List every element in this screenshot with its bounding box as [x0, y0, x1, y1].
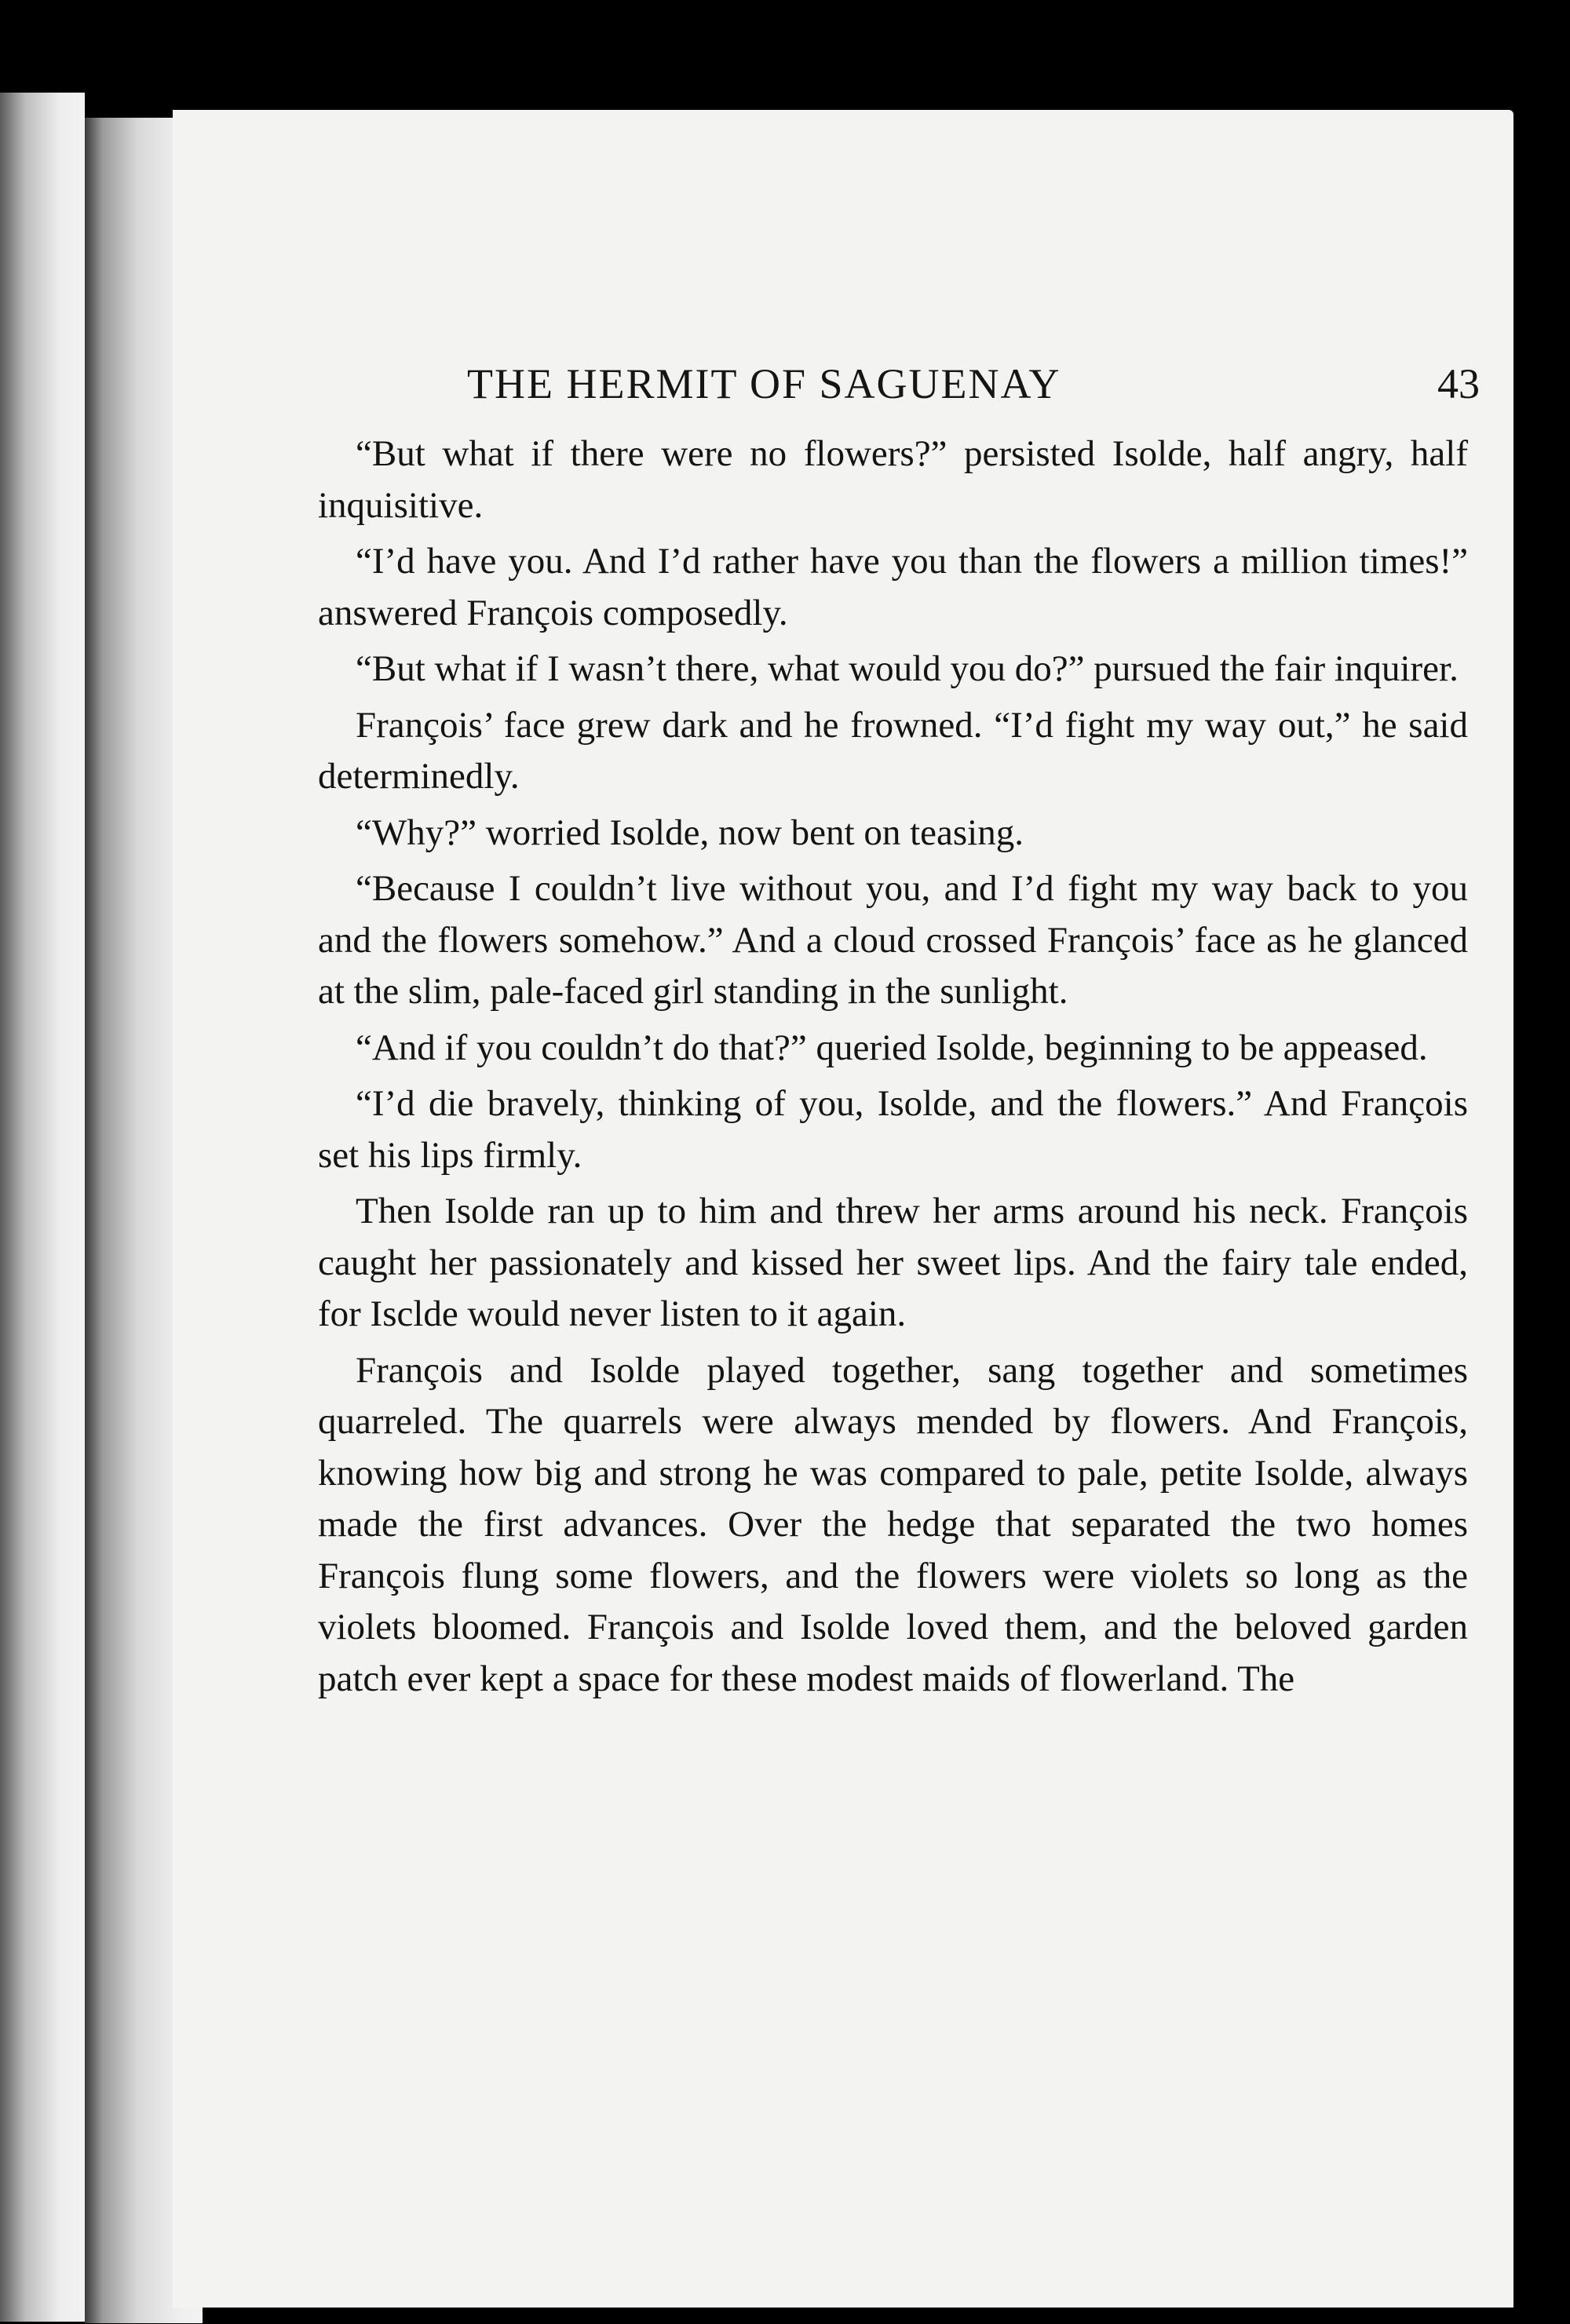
book-page	[173, 110, 1513, 2308]
paragraph: “Because I couldn’t live without you, and I’d fight my way back to you and the flowers somehow.” And a cloud crossed François’ face as he glanced at the slim, pale-faced girl standing in the sunlight.	[318, 868, 1468, 1012]
running-title: THE HERMIT OF SAGUENAY	[467, 360, 1061, 407]
paragraph: “I’d have you. And I’d rather have you than the flowers a million times!” answered François composedly.	[318, 541, 1468, 633]
paragraph: François and Isolde played together, sang together and sometimes quarreled. The quarrels were always mended by flowers. And François, knowing how big and strong he was compared to pale, petite Isolde, always made the first advances. Over the hedge that separated the two homes François flung some flowers, and the flowers were violets so long as the violets bloomed. François and Isolde loved them, and the beloved garden patch ever kept a space for these modest maids of flowerland. The	[318, 1349, 1468, 1699]
page-number: 43	[1437, 360, 1480, 407]
running-header	[467, 359, 1480, 408]
paragraph: Then Isolde ran up to him and threw her arms around his neck. François caught her passionately and kissed her sweet lips. And the fairy tale ended, for Isclde would never listen to it again.	[318, 1191, 1468, 1334]
paragraph: François’ face grew dark and he frowned. “I’d fight my way out,” he said determinedly.	[318, 704, 1468, 797]
page-content	[173, 110, 1513, 2308]
paragraph: “But what if I wasn’t there, what would you do?” pursued the fair inquirer.	[356, 648, 1459, 689]
paragraph: “And if you couldn’t do that?” queried Isolde, beginning to be appeased.	[356, 1027, 1428, 1068]
paragraph: “Why?” worried Isolde, now bent on teasing.	[356, 812, 1024, 853]
paragraph: “I’d die bravely, thinking of you, Isolde, and the flowers.” And François set his lips firmly.	[318, 1083, 1468, 1176]
paragraph: “But what if there were no flowers?” persisted Isolde, half angry, half inquisitive.	[318, 433, 1468, 526]
previous-page-edge	[0, 93, 85, 2322]
body-text	[318, 429, 1468, 1709]
